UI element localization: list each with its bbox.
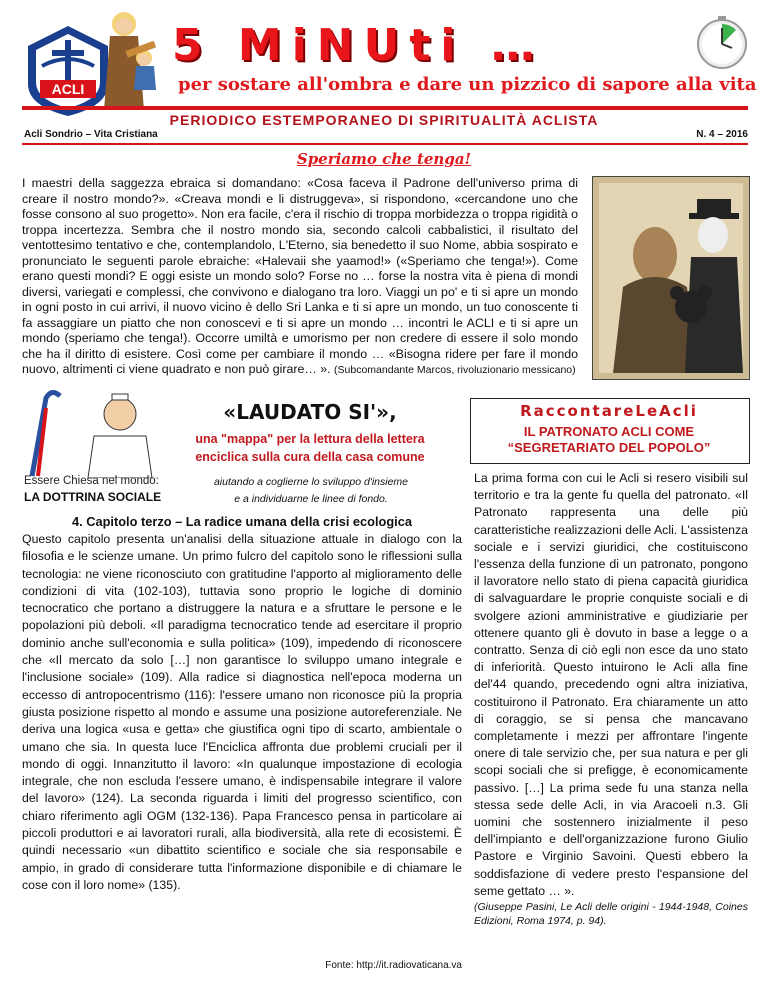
racconta-title: RaccontareLeAcli bbox=[520, 402, 698, 420]
chiesa-label: Essere Chiesa nel mondo: bbox=[24, 475, 159, 487]
header-rule-bottom bbox=[22, 143, 748, 145]
chapter-body: Questo capitolo presenta un'analisi della situazione attuale in dialogo con la filosofia e le scienze umane. Un primo fulcro del capitolo sono le riflessioni sulla tecnologia: ne viene riconosciuto con gratitudine l'apporto al miglioramento delle condizioni di vita (102-103), tuttavia sono proprio le logiche di dominio tecnocratico che portano a distruggere la natura e a sfruttare le persone e le popolazioni più deboli. «Il paradigma tecnocratico tende ad esercitare il proprio dominio anche sull'economia e sulla politica» (109), impedendo di riconoscere che «Il mercato da solo […] non garantisce lo sviluppo umano integrale e l'inclusione sociale» (109). Alla radice si diagnostica nell'epoca moderna un eccesso di antropocentrismo (116): l'essere umano non riconosce più la propria giusta posizione rispetto al mondo e assume una posizione autoreferenziale. Ne deriva una logica «usa e getta» che giustifica ogni tipo di scarto, ambientale o umano che sia. In questa luce l'Enciclica affronta due problemi cruciali per il mondo di oggi. Innanzitutto il lavoro: «In qualunque impostazione di ecologia integrale, che non escluda l'essere umano, è indispensabile integrare il valore del lavoro» (124). La seconda riguarda i limiti del progresso scientifico, con chiaro riferimento agli OGM (132-136). Papa Francesco pensa in particolare ai piccoli produttori e ai lavoratori rurali, alla biodiversità, alla rete di ecosistemi. È quindi necessario «un dibattito scientifico e sociale che sia responsabile e ampio, in grado di considerare tutta l'informazione disponibile e di chiamare le cose con il loro nome» (135). bbox=[22, 532, 462, 892]
aiutando-note bbox=[176, 474, 446, 508]
clock-icon bbox=[694, 14, 750, 70]
periodical-subtitle: PERIODICO ESTEMPORANEO DI SPIRITUALITÀ ACLISTA bbox=[169, 112, 599, 128]
issue-number: N. 4 – 2016 bbox=[696, 129, 748, 140]
lead-text: I maestri della saggezza ebraica si domandano: «Cosa faceva il Padrone dell'universo prima di creare il nostro mondo?». «Creava mondi e li distruggeva», si rispondono, «cercandone uno che fosse consono al suo progetto». Non era facile, c'era il rischio di troppa morbidezza o troppa rigidità o troppa incertezza. Sembra che il nostro mondo sia, secondo calcoli cabbalistici, il risultato del ventottesimo tentativo e che, contemplandolo, L'Eterno, sia benedetto il suo Nome, abbia sospirato e pronunciato le seguenti parole ebraiche: «Halevaii she yaamod!» («Speriamo che tenga!»). Come erano questi mondi? E oggi esiste un mondo solo? Forse no … forse la nostra vita è piena di mondi diversi, variegati e complessi, che convivono e dialogano tra loro. Viaggi un po' e ti si apre un mondo in ogni posto in cui arrivi, il nuovo vicino è dello Sri Lanka e ti si apre un mondo, un tuo conoscente ti fa assaggiare un piatto che non conoscevi e ti si apre un mondo … incontri le ACLI e ti si apre un mondo (speriamo che tenga!). Occorre umiltà e umorismo per non credere di essere il solo mondo che ha il diritto di esistere. Così come per cambiare il mondo … «Bisogna ridere per fare il mondo nuovo, altrimenti ci viene quadrato e non può girare… ». bbox=[22, 176, 578, 376]
painting-image-icon bbox=[592, 176, 750, 380]
lead-source: (Subcomandante Marcos, rivoluzionario messicano) bbox=[334, 364, 576, 376]
racconta-article bbox=[474, 470, 748, 928]
racconta-source: (Giuseppe Pasini, Le Acli delle origini - 1944-1948, Coines Edizioni, Roma 1974, p. 94). bbox=[474, 901, 748, 928]
header-rule bbox=[22, 106, 748, 110]
lead-article bbox=[22, 176, 578, 379]
aiutando-line2: e a individuarne le linee di fondo. bbox=[234, 493, 388, 505]
chapter-title: 4. Capitolo terzo – La radice umana della crisi ecologica bbox=[72, 514, 412, 529]
dottrina-label: LA DOTTRINA SOCIALE bbox=[24, 490, 162, 504]
logo-text: ACLI bbox=[51, 81, 85, 97]
laudato-subtitle-line1: una "mappa" per la lettura della lettera bbox=[195, 432, 425, 446]
tagline: per sostare all'ombra e dare un pizzico di sapore alla vita bbox=[178, 74, 757, 95]
aiutando-line1: aiutando a coglierne lo sviluppo d'insieme bbox=[213, 476, 409, 488]
racconta-text: La prima forma con cui le Acli si resero visibili sul territorio e tra la gente fu quella del patronato. «Il Patronato rappresenta una delle più caratteristiche realizzazioni delle Acli. L'assistenza sociale e i servizi giuridici, che costituiscono l'essenza della funzione di un patronato, pongono il lavoratore nello stato di piena capacità giuridica di salvaguardare le proprie conquiste sociali e di svolgere azioni amministrative e giudiziarie per ottenere quanto gli è dovuto in base a legge o a contratto. Senza di ciò egli non esce da uno stato di inferiorità. Questo intuirono le Acli alla fine del'44 quando, precedendo ogni altra iniziativa, costituirono il Patronato. Era chiaramente un atto di coraggio, se si pensa che mancavano completamente i mezzi per affrontare l'ingente onere di tale servizio che, per sua natura e per gli scopi sociali che si prefigge, è economicamente passivo. […] La prima sede fu una stanza nella stessa sede delle Acli, in via Aracoeli n.3. Gli uomini che sostennero inizialmente il peso dell'impianto e dell'organizzazione furono Giulio Pastore e Virginio Savoini. Questi ebbero la soddisfazione di vedere presto l'espansione del seme gettato … ». bbox=[474, 471, 748, 898]
laudato-title: «LAUDATO SI'», bbox=[223, 400, 397, 424]
pope-cartoon-icon bbox=[24, 388, 164, 478]
newsletter-title: 5 MiNUti … bbox=[172, 20, 545, 71]
saint-illustration-icon bbox=[100, 6, 162, 118]
racconta-subtitle-line2: “SEGRETARIATO DEL POPOLO” bbox=[507, 440, 711, 455]
source-credit: Fonte: http://it.radiovaticana.va bbox=[325, 960, 462, 971]
laudato-subtitle-line2: enciclica sulla cura della casa comune bbox=[195, 450, 425, 464]
lead-title: Speriamo che tenga! bbox=[296, 150, 472, 168]
laudato-subtitle bbox=[160, 430, 460, 466]
publisher-label: Acli Sondrio – Vita Cristiana bbox=[24, 129, 158, 140]
racconta-subtitle-line1: IL PATRONATO ACLI COME bbox=[523, 424, 695, 439]
racconta-subtitle bbox=[470, 424, 748, 456]
